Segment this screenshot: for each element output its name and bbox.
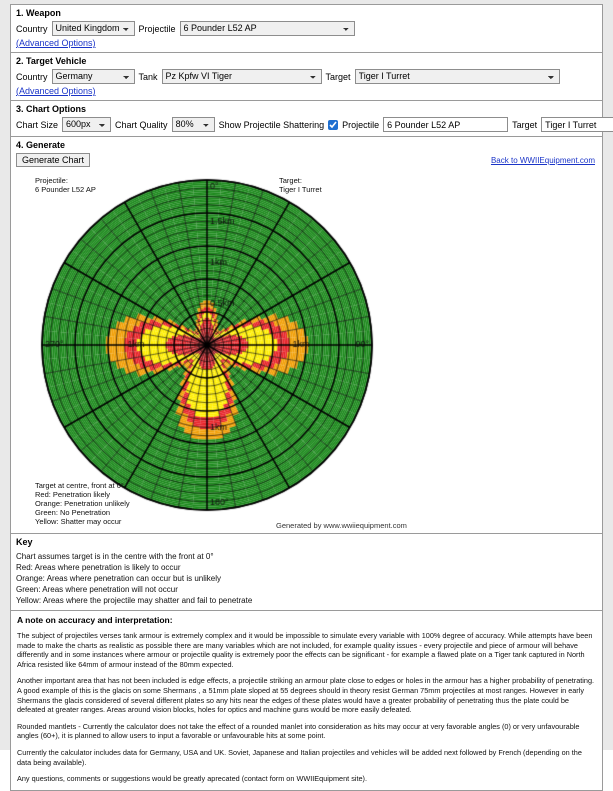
generate-panel <box>10 136 603 171</box>
penetration-chart-panel <box>10 171 603 534</box>
generate-row <box>16 153 597 167</box>
chart-options-panel-title: 3. Chart Options <box>16 104 87 114</box>
chart-key-line: Orange: Penetration unlikely <box>35 499 130 508</box>
accuracy-note-body <box>17 631 596 784</box>
polar-penetration-chart <box>37 175 377 515</box>
weapon-panel-title: 1. Weapon <box>16 8 61 18</box>
target-tank-label: Tank <box>138 71 158 82</box>
accuracy-note-paragraph: Rounded mantlets - Currently the calculator does not take the effect of a rounded manlet into consideration as hits may occur at very favorable angles (0) or very unfavourable angles (60+), it is planned to allow users to input a favorable or unfavourable hits at some point. <box>17 721 580 741</box>
chart-projectile-input[interactable] <box>383 117 508 132</box>
weapon-projectile-select[interactable] <box>180 21 355 36</box>
back-to-site-link[interactable]: Back to WWIIEquipment.com <box>490 155 595 165</box>
chart-target-input[interactable] <box>541 117 613 132</box>
weapon-panel <box>10 4 603 52</box>
chart-target-label: Target <box>512 119 538 130</box>
accuracy-note-title: A note on accuracy and interpretation: <box>17 615 173 625</box>
chart-projectile-caption <box>35 176 96 194</box>
chart-key-line: Yellow: Shatter may occur <box>35 517 122 526</box>
chart-credit: Generated by www.wwiiequipment.com <box>276 521 407 530</box>
chart-quality-select[interactable] <box>172 117 215 132</box>
generate-chart-button[interactable]: Generate Chart <box>16 153 90 167</box>
chart-size-select[interactable] <box>62 117 111 132</box>
accuracy-note-paragraph: Currently the calculator includes data for Germany, USA and UK. Soviet, Japanese and Italian projectiles and vehicles will be added next followed by French (depending on the data being available). <box>17 747 582 767</box>
target-tank-select[interactable] <box>162 69 322 84</box>
chart-target-caption-value: Tiger I Turret <box>279 185 322 194</box>
weapon-projectile-label: Projectile <box>138 23 176 34</box>
accuracy-note-paragraph: Another important area that has not been included is edge effects, a projectile striking an armour plate close to edges or holes in the armour has a higher probability of penetrating. A good example of this is the glacis on some Shermans , a 51mm plate sloped at 55 degrees should in theory resist German 75mm projectiles at most ranges. However in early Shermans the glacis considered of several different plates so any hits near the edges of these plates would have a greater probability of penetrating thus the plate could be defeated at greater ranges. Areas around vision blocks, holes for optics and machine guns would be more easily defeated. <box>17 676 595 715</box>
target-part-select[interactable] <box>355 69 560 84</box>
chart-projectile-caption-label: Projectile: <box>35 176 68 185</box>
chart-target-caption <box>279 176 322 194</box>
generate-panel-title: 4. Generate <box>16 140 66 150</box>
target-vehicle-row <box>16 69 597 84</box>
chart-size-label: Chart Size <box>16 119 59 130</box>
chart-target-caption-label: Target: <box>279 176 302 185</box>
key-line: Chart assumes target is in the centre with the front at 0° <box>16 552 214 561</box>
chart-inline-key <box>35 481 130 526</box>
key-line: Red: Areas where penetration is likely to occur <box>16 563 181 572</box>
chart-options-panel <box>10 100 603 136</box>
key-panel-lines <box>16 551 597 606</box>
target-country-select[interactable] <box>52 69 135 84</box>
content-wrapper <box>10 4 603 791</box>
chart-key-line: Red: Penetration likely <box>35 490 111 499</box>
key-line: Green: Areas where penetration will not occur <box>16 585 178 594</box>
chart-options-row <box>16 117 597 132</box>
chart-projectile-label: Projectile <box>342 119 380 130</box>
show-shattering-label: Show Projectile Shattering <box>218 119 325 130</box>
weapon-row <box>16 21 597 36</box>
chart-key-line: Green: No Penetration <box>35 508 111 517</box>
weapon-country-label: Country <box>16 23 48 34</box>
weapon-country-select[interactable] <box>52 21 135 36</box>
target-advanced-options-link[interactable]: (Advanced Options) <box>16 86 96 96</box>
chart-quality-label: Chart Quality <box>115 119 168 130</box>
accuracy-note-paragraph: The subject of projectiles verses tank armour is extremely complex and it would be impossible to simulate every variable with 100% degree of accuracy. While attempts have been made to make the charts as realistic as possible there are many variables which are not included, for example quality issues - every projectile and piece of armour will behave differently and in some instances where armour or projectile quality is extremely poor the effects can be significant - for example a flawed plate on a Tiger tank captured in North Africa resisted like 64mm of armour instead of the 80mm expected. <box>17 631 593 669</box>
accuracy-note-paragraph: Any questions, comments or suggestions would be greatly aprecated (contact form on WWIIEquipment site). <box>17 774 368 784</box>
weapon-advanced-options-link[interactable]: (Advanced Options) <box>16 38 96 48</box>
target-vehicle-panel-title: 2. Target Vehicle <box>16 56 87 66</box>
key-panel-title: Key <box>16 537 33 547</box>
chart-projectile-caption-value: 6 Pounder L52 AP <box>35 185 96 194</box>
show-shattering-checkbox[interactable] <box>328 120 338 130</box>
key-line: Yellow: Areas where the projectile may shatter and fail to penetrate <box>16 596 253 605</box>
target-vehicle-panel <box>10 52 603 100</box>
key-panel <box>10 534 603 611</box>
chart-key-line: Target at centre, front at 0° <box>35 481 124 490</box>
accuracy-note-panel <box>10 611 603 791</box>
target-part-label: Target <box>325 71 351 82</box>
key-line: Orange: Areas where penetration can occur but is unlikely <box>16 574 222 583</box>
target-country-label: Country <box>16 71 48 82</box>
